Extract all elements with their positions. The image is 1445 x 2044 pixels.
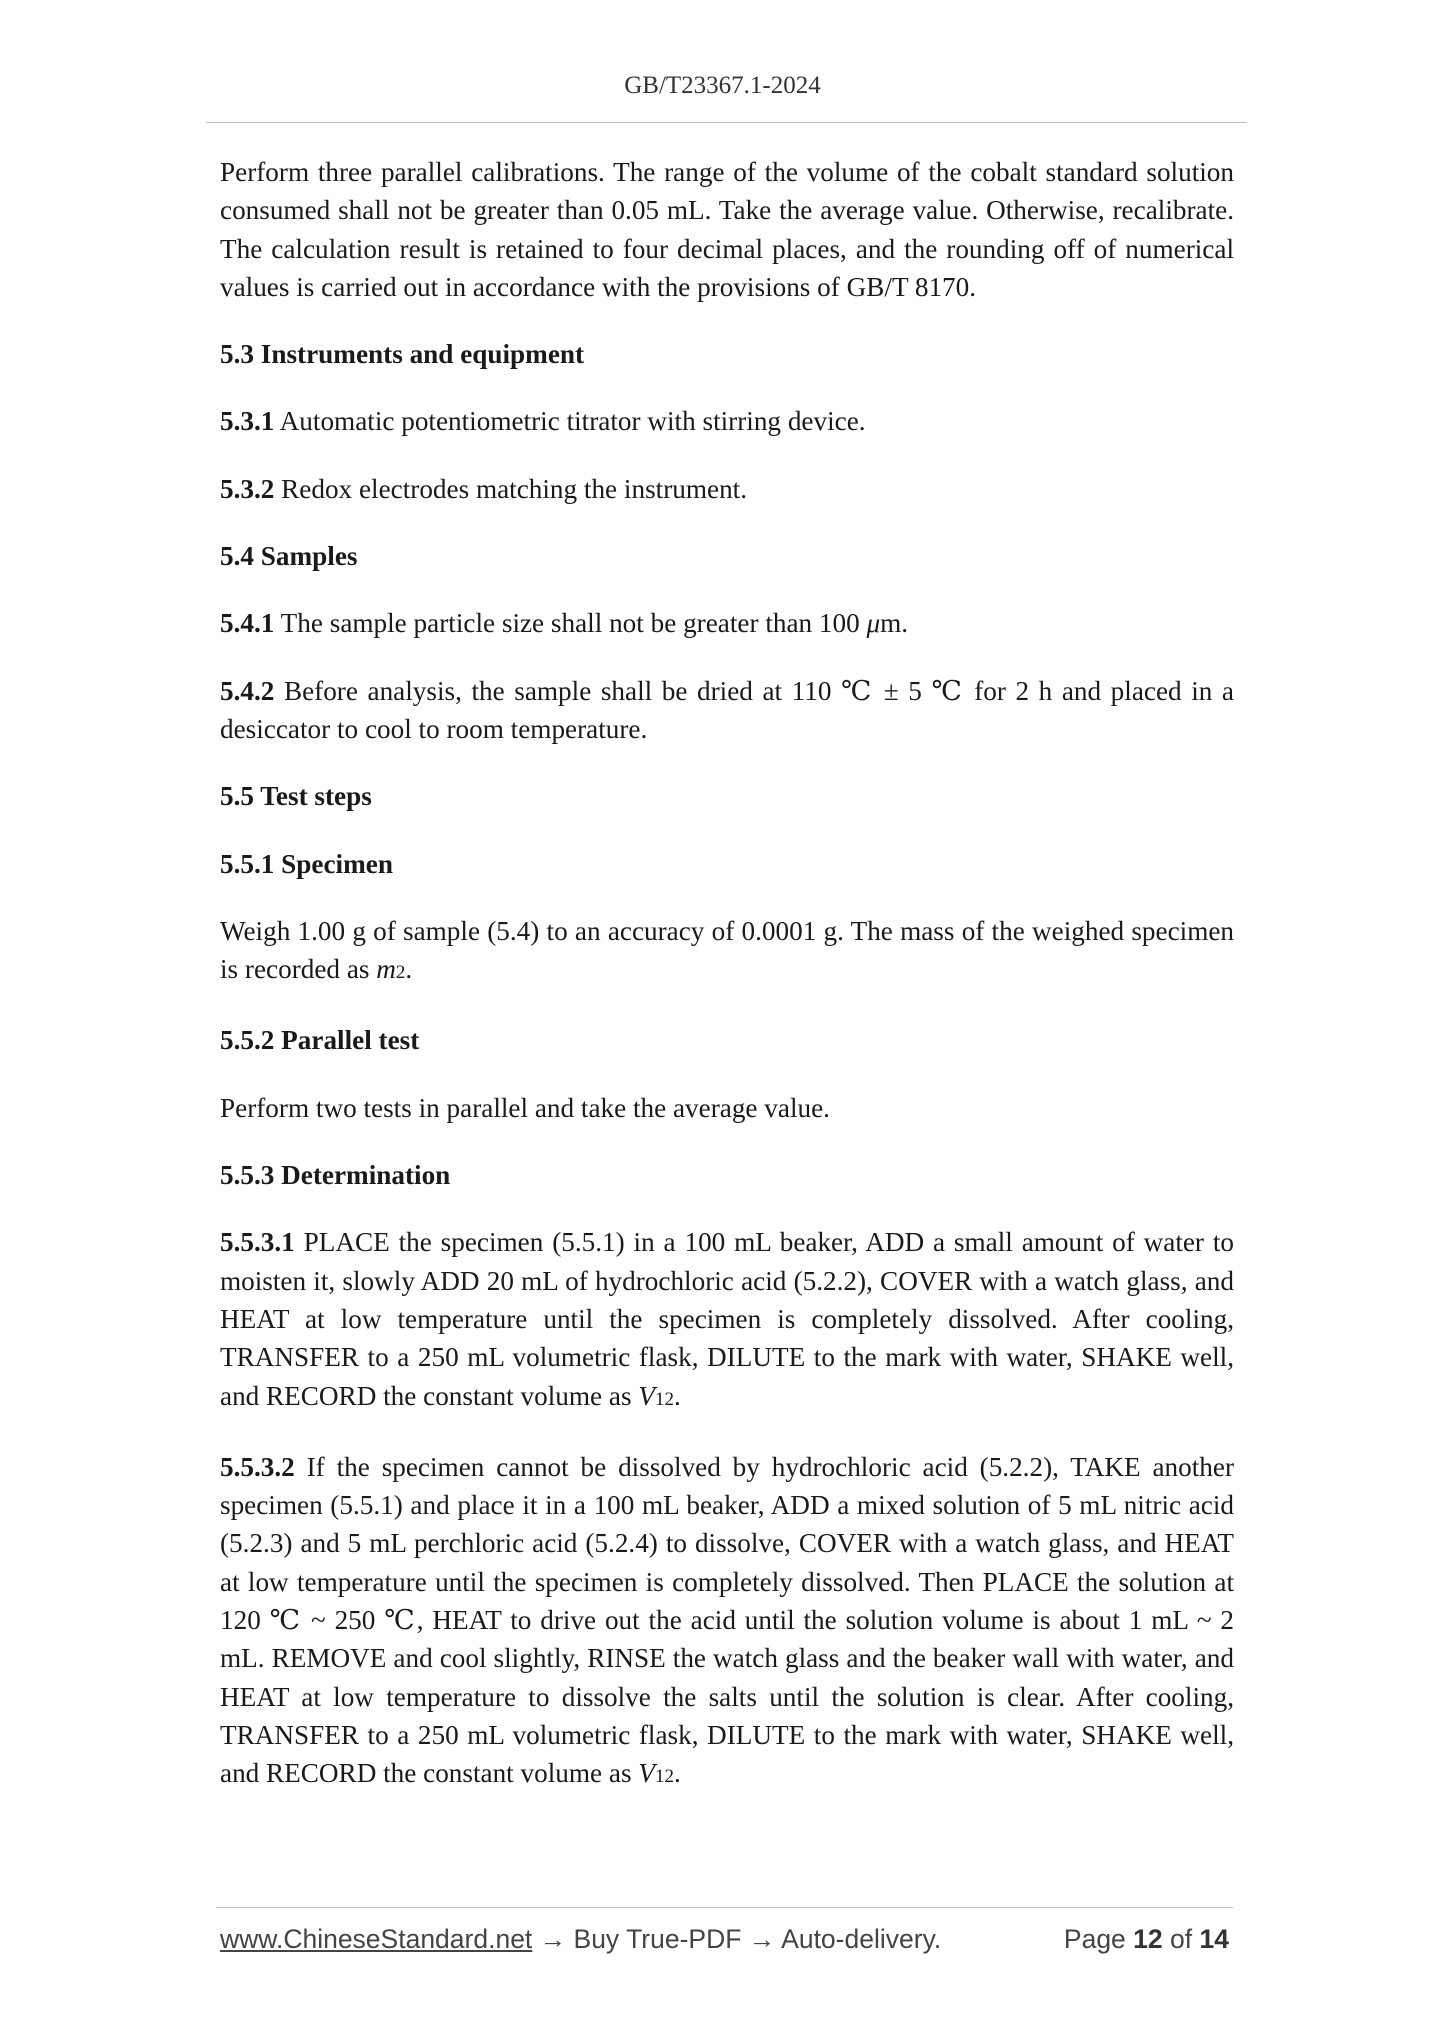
paragraph-5-5-1: [220, 912, 1234, 993]
clause-number: 5.5.3.1: [220, 1227, 295, 1258]
section-heading-5-5: 5.5 Test steps: [220, 781, 372, 812]
clause-5-5-3-1: [220, 1223, 1234, 1418]
unit-mu: μ: [866, 608, 881, 639]
clause-5-5-3-2: [220, 1448, 1234, 1797]
footer-tagline: → Buy True-PDF → Auto-delivery.: [532, 1924, 942, 1954]
variable-m: m: [376, 954, 396, 985]
clause-text: Before analysis, the sample shall be dried at 110 ℃ ± 5 ℃ for 2 h and placed in a desiccator to cool to room temperature.: [220, 675, 1234, 744]
variable-subscript: 12: [654, 1388, 674, 1410]
page-indicator: [1064, 1924, 1229, 1955]
clause-text: The sample particle size shall not be greater than 100: [274, 608, 867, 639]
clause-number: 5.5.3.2: [220, 1451, 295, 1482]
variable-v: V: [638, 1758, 655, 1789]
unit-rest: m.: [880, 608, 909, 639]
sentence-end: .: [405, 954, 413, 985]
page-total: 14: [1199, 1924, 1229, 1954]
clause-text: If the specimen cannot be dissolved by hydrochloric acid (5.2.2), TAKE another specimen (5.5.1) and place it in a 100 mL beaker, ADD a mixed solution of 5 mL nitric acid (5.2.3) and 5 mL perchloric acid (5.2.4) to dissolve, COVER with a watch glass, and HEAT at low temperature until the specimen is completely dissolved. Then PLACE the solution at 120 ℃ ~ 250 ℃, HEAT to drive out the acid until the solution volume is about 1 mL ~ 2 mL. REMOVE and cool slightly, RINSE the watch glass and the beaker wall with water, and HEAT at low temperature to dissolve the salts until the solution is clear. After cooling, TRANSFER to a 250 mL volumetric flask, DILUTE to the mark with water, SHAKE well, and RECORD the constant volume as: [220, 1451, 1234, 1789]
section-heading-5-5-2: 5.5.2 Parallel test: [220, 1025, 420, 1056]
footer-left: [220, 1924, 941, 1955]
clause-number: 5.3.2: [220, 473, 275, 504]
section-heading-5-4: 5.4 Samples: [220, 541, 358, 572]
clause-text: Weigh 1.00 g of sample (5.4) to an accuracy of 0.0001 g. The mass of the weighed specimen is recorded as: [220, 915, 1234, 985]
clause-text: Redox electrodes matching the instrument.: [274, 473, 748, 504]
header-divider: [206, 122, 1247, 123]
clause-5-3-2: [220, 470, 1234, 508]
clause-number: 5.4.2: [220, 675, 275, 706]
variable-v: V: [638, 1380, 655, 1411]
page-label: Page: [1063, 1924, 1126, 1954]
section-heading-5-5-3: 5.5.3 Determination: [220, 1160, 451, 1191]
paragraph-5-5-2: Perform two tests in parallel and take the average value.: [220, 1092, 830, 1123]
paragraph-intro: Perform three parallel calibrations. The range of the volume of the cobalt standard solution consumed shall not be greater than 0.05 mL. Take the average value. Otherwise, recalibrate. The calculation result is retained to four decimal places, and the rounding off of numerical values is carried out in accordance with the provisions of GB/T 8170.: [220, 157, 1234, 302]
website-link[interactable]: www.ChineseStandard.net: [220, 1924, 533, 1954]
footer-divider: [216, 1907, 1233, 1908]
clause-5-3-1: [220, 402, 1234, 440]
clause-5-4-2: [220, 672, 1234, 749]
document-body: [220, 153, 1234, 1826]
page-current: 12: [1133, 1924, 1163, 1954]
sentence-end: .: [673, 1380, 681, 1411]
section-heading-5-3: 5.3 Instruments and equipment: [220, 339, 585, 370]
clause-number: 5.3.1: [220, 406, 275, 437]
clause-number: 5.4.1: [220, 608, 275, 639]
clause-5-4-1: [220, 604, 1234, 642]
clause-text: Automatic potentiometric titrator with stirring device.: [274, 406, 866, 437]
section-heading-5-5-1: 5.5.1 Specimen: [220, 848, 393, 879]
variable-subscript: 2: [395, 962, 406, 984]
clause-text: PLACE the specimen (5.5.1) in a 100 mL beaker, ADD a small amount of water to moisten it, slowly ADD 20 mL of hydrochloric acid (5.2.2), COVER with a watch glass, and HEAT at low temperature until the specimen is completely dissolved. After cooling, TRANSFER to a 250 mL volumetric flask, DILUTE to the mark with water, SHAKE well, and RECORD the constant volume as: [220, 1227, 1234, 1411]
sentence-end: .: [673, 1758, 681, 1789]
document-header-title: GB/T23367.1-2024: [624, 72, 821, 99]
page-of-label: of: [1170, 1924, 1193, 1954]
variable-subscript: 12: [654, 1766, 674, 1788]
